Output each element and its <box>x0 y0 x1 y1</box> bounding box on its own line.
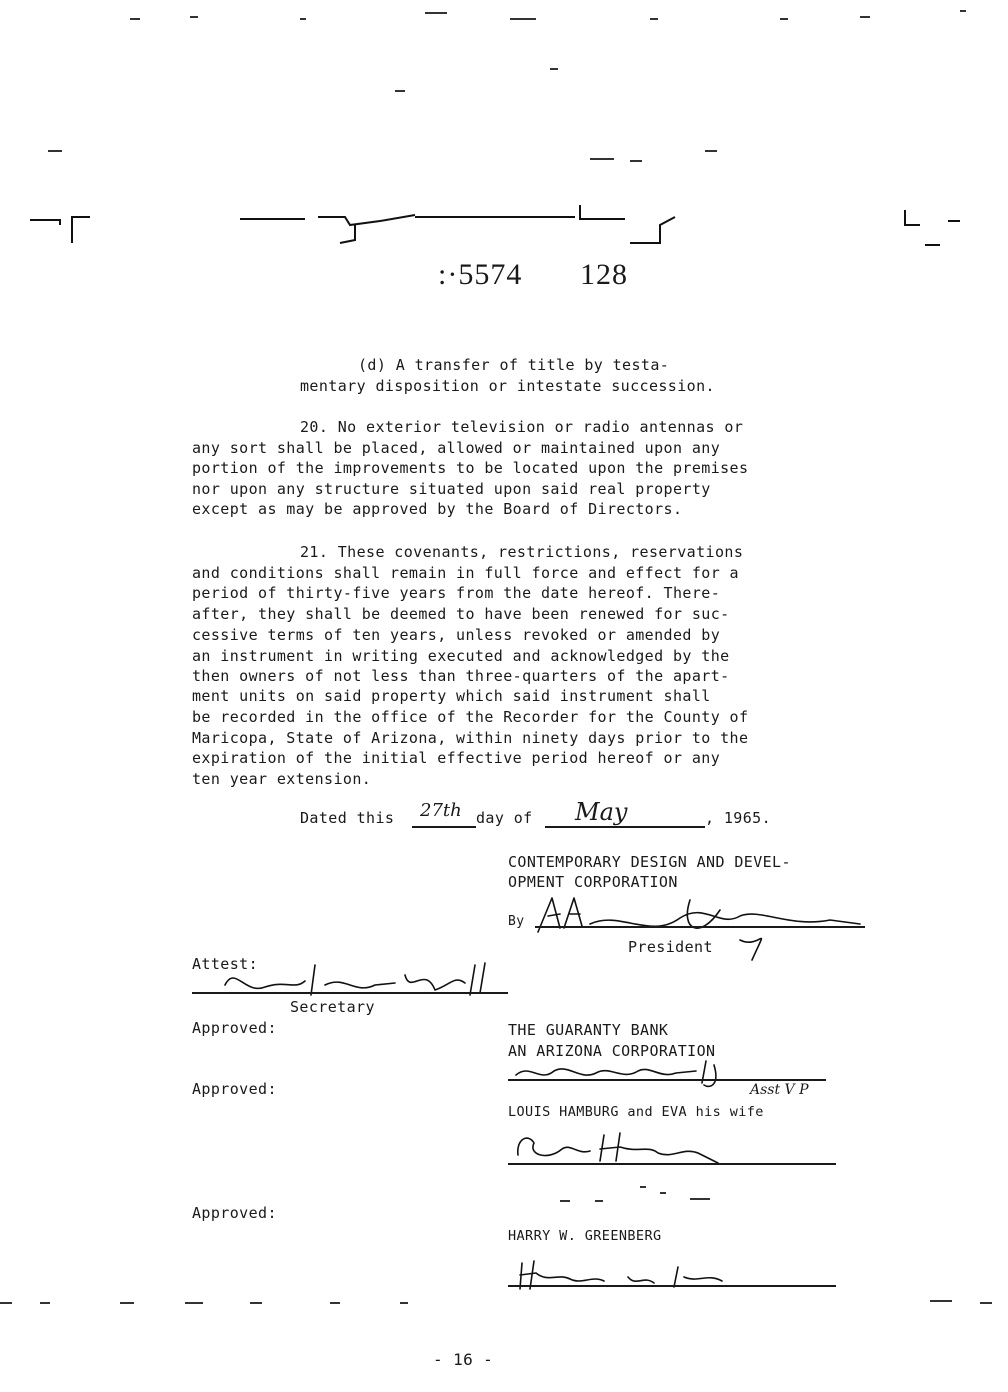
paragraph-20-line: except as may be approved by the Board of Directors. <box>192 500 683 518</box>
dated-month: May <box>575 798 628 826</box>
president-signature <box>530 880 870 970</box>
document-number: :·5574 <box>438 258 523 291</box>
paragraph-20-line: nor upon any structure situated upon said real property <box>192 480 711 498</box>
dated-day: 27th <box>420 800 462 821</box>
paragraph-d-line: (d) A transfer of title by testa- <box>358 356 670 374</box>
paragraph-21-line: and conditions shall remain in full force and effect for a <box>192 564 739 582</box>
paragraph-20-line: 20. No exterior television or radio antennas or <box>300 418 744 436</box>
footer-page-label: - 16 - <box>433 1350 494 1369</box>
approval-party: HARRY W. GREENBERG <box>508 1228 662 1244</box>
paragraph-21-line: 21. These covenants, restrictions, reservations <box>300 543 744 561</box>
dated-prefix: Dated this <box>300 809 395 827</box>
page-number-stamp: 128 <box>580 258 628 291</box>
paragraph-21-line: period of thirty-five years from the date hereof. There- <box>192 584 721 602</box>
bank-officer-signature <box>510 1055 730 1089</box>
corporation-name: CONTEMPORARY DESIGN AND DEVEL- <box>508 853 791 871</box>
paragraph-21-line: expiration of the initial effective period hereof or any <box>192 749 721 767</box>
paragraph-21-line: then owners of not less than three-quarters of the apart- <box>192 667 730 685</box>
paragraph-21-line: an instrument in writing executed and acknowledged by the <box>192 647 730 665</box>
harry-greenberg-signature <box>508 1255 738 1295</box>
president-title: President <box>628 938 713 956</box>
paragraph-21-line: Maricopa, State of Arizona, within ninety days prior to the <box>192 729 749 747</box>
approval-party: LOUIS HAMBURG and EVA his wife <box>508 1104 764 1120</box>
approved-label: Approved: <box>192 1204 277 1222</box>
paragraph-d-line: mentary disposition or intestate succession. <box>300 377 715 395</box>
approved-label: Approved: <box>192 1080 277 1098</box>
paragraph-21-line: cessive terms of ten years, unless revoked or amended by <box>192 626 721 644</box>
approval-party-detail: AN ARIZONA CORPORATION <box>508 1042 716 1060</box>
corporation-name-continued: OPMENT CORPORATION <box>508 873 678 891</box>
header-stamp-strip <box>0 195 1008 265</box>
paragraph-20-line: any sort shall be placed, allowed or maintained upon any <box>192 439 721 457</box>
paragraph-21-line: after, they shall be deemed to have been renewed for suc- <box>192 605 730 623</box>
bank-officer-title: Asst V P <box>750 1082 809 1098</box>
paragraph-21-line: be recorded in the office of the Recorder for the County of <box>192 708 749 726</box>
paragraph-21-line: ten year extension. <box>192 770 372 788</box>
paragraph-20-line: portion of the improvements to be located upon the premises <box>192 459 749 477</box>
approved-label: Approved: <box>192 1019 277 1037</box>
dated-year: , 1965. <box>705 809 772 827</box>
attest-label: Attest: <box>192 955 259 973</box>
paragraph-21-line: ment units on said property which said instrument shall <box>192 687 711 705</box>
by-label: By <box>508 914 525 929</box>
dated-middle: day of <box>476 809 533 827</box>
secretary-title: Secretary <box>290 998 375 1016</box>
approval-party: THE GUARANTY BANK <box>508 1021 669 1039</box>
